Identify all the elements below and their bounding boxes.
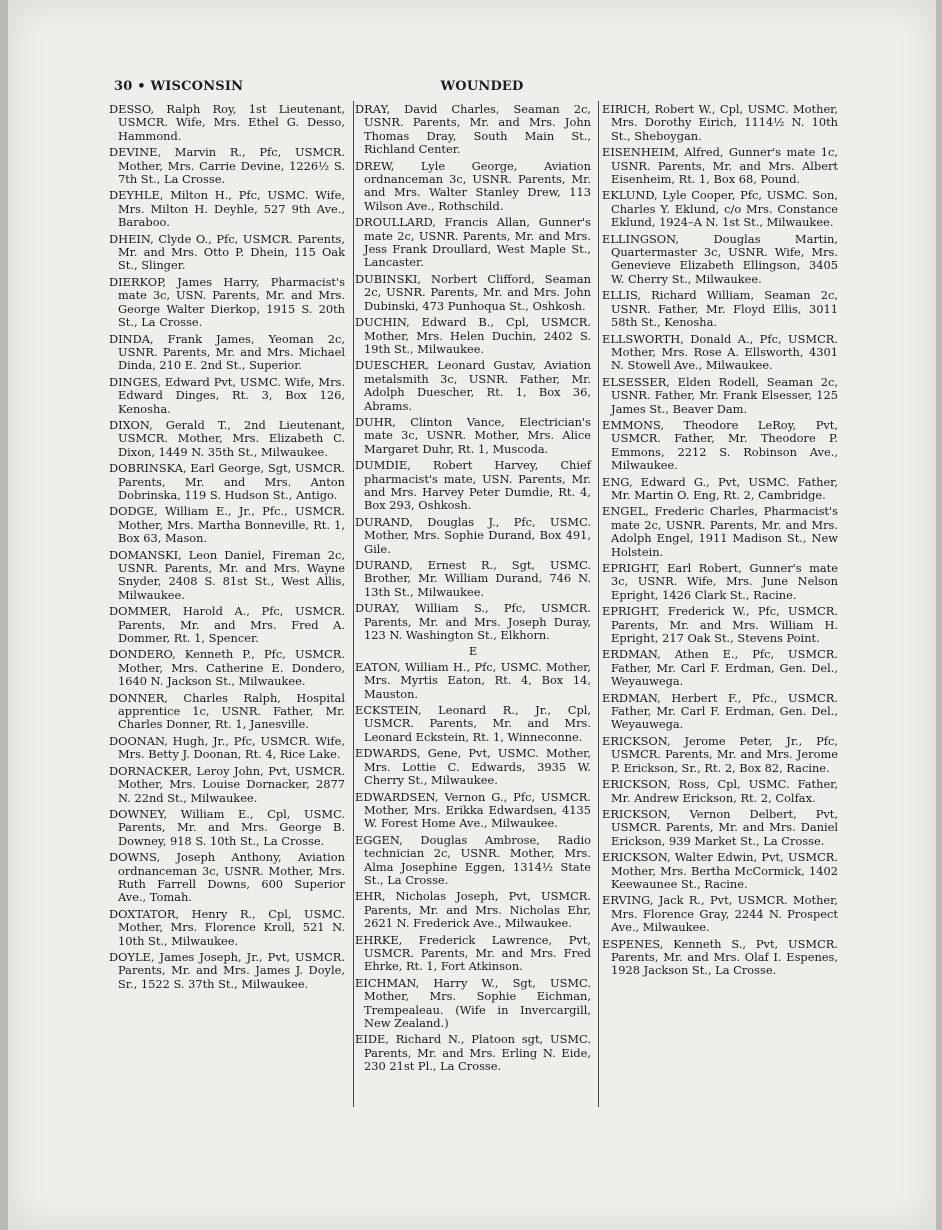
- casualty-entry: DINDA, Frank James, Yeoman 2c, USNR. Parents, Mr. and Mrs. Michael Dinda, 210 E. 2nd St., Superior.: [109, 331, 345, 373]
- casualty-entry: EKLUND, Lyle Cooper, Pfc, USMC. Son, Charles Y. Eklund, c/o Mrs. Constance Eklund, 1924–A N. 1st St., Milwaukee.: [602, 188, 838, 230]
- casualty-entry: DORNACKER, Leroy John, Pvt, USMCR. Mother, Mrs. Louise Dornacker, 2877 N. 22nd St., Milwaukee.: [109, 763, 345, 805]
- casualty-entry: DIXON, Gerald T., 2nd Lieutenant, USMCR. Mother, Mrs. Elizabeth C. Dixon, 1449 N. 35th St., Milwaukee.: [109, 417, 345, 459]
- casualty-entry: EHR, Nicholas Joseph, Pvt, USMCR. Parents, Mr. and Mrs. Nicholas Ehr, 2621 N. Frederick Ave., Milwaukee.: [355, 889, 591, 931]
- casualty-entry: DEYHLE, Milton H., Pfc, USMC. Wife, Mrs. Milton H. Deyhle, 527 9th Ave., Baraboo.: [109, 188, 345, 230]
- casualty-entry: ERDMAN, Athen E., Pfc, USMCR. Father, Mr. Carl F. Erdman, Gen. Del., Weyauwega.: [602, 647, 838, 689]
- casualty-entry: DESSO, Ralph Roy, 1st Lieutenant, USMCR. Wife, Mrs. Ethel G. Desso, Hammond.: [109, 102, 345, 143]
- casualty-entry: EISENHEIM, Alfred, Gunner's mate 1c, USNR. Parents, Mr. and Mrs. Albert Eisenheim, Rt. 1, Box 68, Pound.: [602, 145, 838, 187]
- column-2: [355, 103, 591, 1077]
- casualty-entry: DONDERO, Kenneth P., Pfc, USMCR. Mother, Mrs. Catherine E. Dondero, 1640 N. Jackson St., Milwaukee.: [109, 647, 345, 689]
- casualty-entry: EIRICH, Robert W., Cpl, USMC. Mother, Mrs. Dorothy Eirich, 1114½ N. 10th St., Sheboygan.: [602, 102, 838, 143]
- casualty-entry: DROULLARD, Francis Allan, Gunner's mate 2c, USNR. Parents, Mr. and Mrs. Jess Frank Droullard, West Maple St., Lancaster.: [355, 215, 591, 270]
- casualty-entry: ESPENES, Kenneth S., Pvt, USMCR. Parents, Mr. and Mrs. Olaf I. Espenes, 1928 Jackson St., La Crosse.: [602, 936, 838, 978]
- casualty-entry: EDWARDS, Gene, Pvt, USMC. Mother, Mrs. Lottie C. Edwards, 3935 W. Cherry St., Milwaukee.: [355, 746, 591, 788]
- casualty-entry: EPRIGHT, Frederick W., Pfc, USMCR. Parents, Mr. and Mrs. William H. Epright, 217 Oak St., Stevens Point.: [602, 604, 838, 646]
- page-header: [114, 79, 850, 97]
- column-3: [602, 103, 838, 981]
- casualty-entry: DURAND, Ernest R., Sgt, USMC. Brother, Mr. William Durand, 746 N. 13th St., Milwaukee.: [355, 558, 591, 599]
- casualty-entry: ERVING, Jack R., Pvt, USMCR. Mother, Mrs. Florence Gray, 2244 N. Prospect Ave., Milwaukee.: [602, 893, 838, 935]
- casualty-entry: ELLSWORTH, Donald A., Pfc, USMCR. Mother, Mrs. Rose A. Ellsworth, 4301 N. Stowell Ave., Milwaukee.: [602, 331, 838, 373]
- casualty-entry: DURAND, Douglas J., Pfc, USMC. Mother, Mrs. Sophie Durand, Box 491, Gile.: [355, 514, 591, 556]
- casualty-entry: DOWNS, Joseph Anthony, Aviation ordnanceman 3c, USNR. Mother, Mrs. Ruth Farrell Downs, 600 Superior Ave., Tomah.: [109, 850, 345, 905]
- casualty-entry: DOWNEY, William E., Cpl, USMC. Parents, Mr. and Mrs. George B. Downey, 918 S. 10th St., La Crosse.: [109, 806, 345, 848]
- casualty-entry: EHRKE, Frederick Lawrence, Pvt, USMCR. Parents, Mr. and Mrs. Fred Ehrke, Rt. 1, Fort Atkinson.: [355, 932, 591, 974]
- casualty-entry: EIDE, Richard N., Platoon sgt, USMC. Parents, Mr. and Mrs. Erling N. Eide, 230 21st Pl., La Crosse.: [355, 1032, 591, 1074]
- casualty-entry: EGGEN, Douglas Ambrose, Radio technician 2c, USNR. Mother, Mrs. Alma Josephine Eggen, 1314½ State St., La Crosse.: [355, 832, 591, 887]
- casualty-entry: EDWARDSEN, Vernon G., Pfc, USMCR. Mother, Mrs. Erikka Edwardsen, 4135 W. Forest Home Ave., Milwaukee.: [355, 789, 591, 831]
- section-title: WOUNDED: [440, 79, 524, 94]
- casualty-entry: ELLIS, Richard William, Seaman 2c, USNR. Father, Mr. Floyd Ellis, 3011 58th St., Kenosha.: [602, 288, 838, 330]
- casualty-entry: EICHMAN, Harry W., Sgt, USMC. Mother, Mrs. Sophie Eichman, Trempealeau. (Wife in Invercargill, New Zealand.): [355, 975, 591, 1030]
- casualty-entry: ERDMAN, Herbert F., Pfc., USMCR. Father, Mr. Carl F. Erdman, Gen. Del., Weyauwega.: [602, 690, 838, 732]
- column-divider: [598, 101, 599, 1107]
- document-page: [8, 0, 936, 1230]
- casualty-entry: DOMMER, Harold A., Pfc, USMCR. Parents, Mr. and Mrs. Fred A. Dommer, Rt. 1, Spencer.: [109, 604, 345, 646]
- casualty-entry: DUCHIN, Edward B., Cpl, USMCR. Mother, Mrs. Helen Duchin, 2402 S. 19th St., Milwaukee.: [355, 315, 591, 356]
- casualty-entry: ERICKSON, Jerome Peter, Jr., Pfc, USMCR. Parents, Mr. and Mrs. Jerome P. Erickson, Sr., Rt. 2, Box 82, Racine.: [602, 733, 838, 775]
- casualty-entry: DUHR, Clinton Vance, Electrician's mate 3c, USNR. Mother, Mrs. Alice Margaret Duhr, Rt. 1, Muscoda.: [355, 414, 591, 456]
- casualty-entry: EMMONS, Theodore LeRoy, Pvt, USMCR. Father, Mr. Theodore P. Emmons, 2212 S. Robinson Ave., Milwaukee.: [602, 417, 838, 473]
- casualty-entry: ERICKSON, Vernon Delbert, Pvt, USMCR. Parents, Mr. and Mrs. Daniel Erickson, 939 Market St., La Crosse.: [602, 806, 838, 848]
- column-1: [109, 103, 345, 994]
- casualty-entry: DUESCHER, Leonard Gustav, Aviation metalsmith 3c, USNR. Father, Mr. Adolph Duescher, Rt. 1, Box 36, Abrams.: [355, 358, 591, 413]
- casualty-entry: DREW, Lyle George, Aviation ordnanceman 3c, USNR. Parents, Mr. and Mrs. Walter Stanley Drew, 113 Wilson Ave., Rothschild.: [355, 158, 591, 213]
- casualty-entry: DONNER, Charles Ralph, Hospital apprentice 1c, USNR. Father, Mr. Charles Donner, Rt. 1, Janesville.: [109, 690, 345, 732]
- casualty-entry: ERICKSON, Walter Edwin, Pvt, USMCR. Mother, Mrs. Bertha McCormick, 1402 Keewaunee St., Racine.: [602, 850, 838, 891]
- casualty-entry: ECKSTEIN, Leonard R., Jr., Cpl, USMCR. Parents, Mr. and Mrs. Leonard Eckstein, Rt. 1, Winneconne.: [355, 703, 591, 744]
- casualty-entry: DOXTATOR, Henry R., Cpl, USMC. Mother, Mrs. Florence Kroll, 521 N. 10th St., Milwaukee.: [109, 906, 345, 948]
- casualty-entry: ELSESSER, Elden Rodell, Seaman 2c, USNR. Father, Mr. Frank Elsesser, 125 James St., Beaver Dam.: [602, 374, 838, 416]
- casualty-entry: DUMDIE, Robert Harvey, Chief pharmacist's mate, USN. Parents, Mr. and Mrs. Harvey Peter Dumdie, Rt. 4, Box 293, Oshkosh.: [355, 458, 591, 513]
- column-divider: [353, 101, 354, 1107]
- casualty-entry: DOMANSKI, Leon Daniel, Fireman 2c, USNR. Parents, Mr. and Mrs. Wayne Snyder, 2408 S. 81st St., West Allis, Milwaukee.: [109, 547, 345, 602]
- casualty-entry: ELLINGSON, Douglas Martin, Quartermaster 3c, USNR. Wife, Mrs. Genevieve Elizabeth Ellingson, 3405 W. Cherry St., Milwaukee.: [602, 231, 838, 286]
- casualty-entry: DINGES, Edward Pvt, USMC. Wife, Mrs. Edward Dinges, Rt. 3, Box 126, Kenosha.: [109, 374, 345, 416]
- casualty-entry: DOONAN, Hugh, Jr., Pfc, USMCR. Wife, Mrs. Betty J. Doonan, Rt. 4, Rice Lake.: [109, 733, 345, 762]
- casualty-entry: ENGEL, Frederic Charles, Pharmacist's mate 2c, USNR. Parents, Mr. and Mrs. Adolph Engel, 1911 Madison St., New Holstein.: [602, 504, 838, 559]
- casualty-entry: DOBRINSKA, Earl George, Sgt, USMCR. Parents, Mr. and Mrs. Anton Dobrinska, 119 S. Hudson St., Antigo.: [109, 461, 345, 502]
- casualty-entry: DURAY, William S., Pfc, USMCR. Parents, Mr. and Mrs. Joseph Duray, 123 N. Washington St., Elkhorn.: [355, 601, 591, 643]
- casualty-entry: DOYLE, James Joseph, Jr., Pvt, USMCR. Parents, Mr. and Mrs. James J. Doyle, Sr., 1522 S. 37th St., Milwaukee.: [109, 949, 345, 991]
- casualty-entry: DIERKOP, James Harry, Pharmacist's mate 3c, USN. Parents, Mr. and Mrs. George Walter Dierkop, 1915 S. 20th St., La Crosse.: [109, 274, 345, 330]
- casualty-entry: ENG, Edward G., Pvt, USMC. Father, Mr. Martin O. Eng, Rt. 2, Cambridge.: [602, 474, 838, 502]
- casualty-entry: DHEIN, Clyde O., Pfc, USMCR. Parents, Mr. and Mrs. Otto P. Dhein, 115 Oak St., Slinger.: [109, 231, 345, 273]
- casualty-entry: DEVINE, Marvin R., Pfc, USMCR. Mother, Mrs. Carrie Devine, 1226½ S. 7th St., La Crosse.: [109, 145, 345, 187]
- page-number: 30 • WISCONSIN: [114, 79, 244, 94]
- casualty-entry: ERICKSON, Ross, Cpl, USMC. Father, Mr. Andrew Erickson, Rt. 2, Colfax.: [602, 777, 838, 805]
- casualty-entry: DODGE, William E., Jr., Pfc., USMCR. Mother, Mrs. Martha Bonneville, Rt. 1, Box 63, Mason.: [109, 504, 345, 546]
- casualty-entry: EPRIGHT, Earl Robert, Gunner's mate 3c, USNR. Wife, Mrs. June Nelson Epright, 1426 Clark St., Racine.: [602, 561, 838, 602]
- letter-subheading: E: [468, 644, 478, 659]
- casualty-entry: DRAY, David Charles, Seaman 2c, USNR. Parents, Mr. and Mrs. John Thomas Dray, South Main St., Richland Center.: [355, 102, 591, 157]
- casualty-entry: EATON, William H., Pfc, USMC. Mother, Mrs. Myrtis Eaton, Rt. 4, Box 14, Mauston.: [355, 659, 591, 701]
- casualty-entry: DUBINSKI, Norbert Clifford, Seaman 2c, USNR. Parents, Mr. and Mrs. John Dubinski, 473 Punhoqua St., Oshkosh.: [355, 271, 591, 313]
